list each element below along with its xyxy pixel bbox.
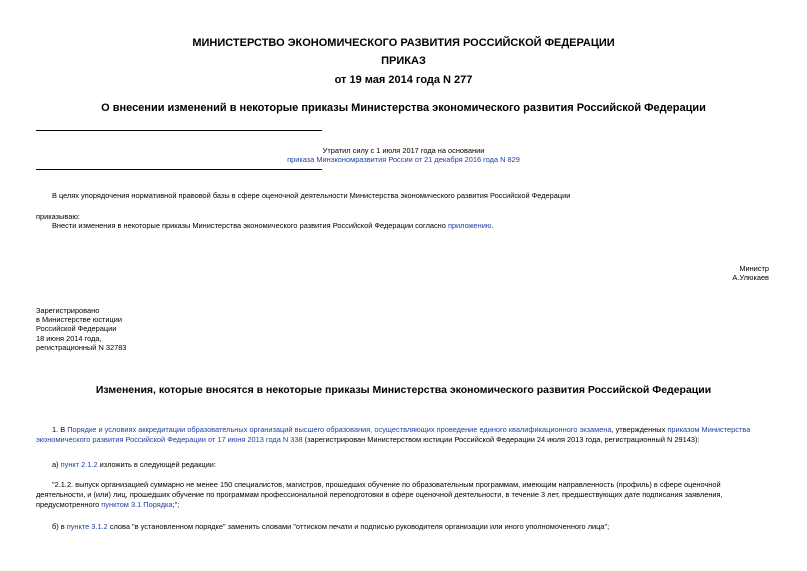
separator-line-top: [36, 130, 322, 131]
status-note-link[interactable]: приказа Минэкономразвития России от 21 декабря 2016 года N 829: [287, 155, 520, 164]
doc-title: О внесении изменений в некоторые приказы Министерства экономического развития Российской Федерации: [101, 102, 706, 114]
signature-position: Министр: [739, 264, 769, 273]
appendix-link[interactable]: приложению: [447, 221, 492, 230]
doc-date-number: от 19 мая 2014 года N 277: [334, 74, 473, 86]
preamble-paragraph: В целях упорядочения нормативной правовой базы в сфере оценочной деятельности Министерства экономического развития Российской Федерации: [52, 191, 571, 200]
order-word: приказываю:: [36, 212, 80, 221]
clause-3-1-2-link[interactable]: пункте 3.1.2: [66, 522, 108, 531]
clause-2-1-2-link[interactable]: пункт 2.1.2: [60, 460, 98, 469]
ministry-heading: МИНИСТЕРСТВО ЭКОНОМИЧЕСКОГО РАЗВИТИЯ РОССИЙСКОЙ ФЕДЕРАЦИИ: [192, 37, 615, 49]
quote-paragraph: "2.1.2. выпуск организацией суммарно не менее 150 специалистов, магистров, прошедших обучение по образовательным программам, имеющим направленность (профиль) в сфере оценочной деятельности, и (или) лиц, прошедших обучение по программам профессиональной переподготовки в сфере оценочной деятельности, в течение 3 лет, предшествующих дате подписания заявления, предусмотренного пунктом 3.1 Порядка;";: [36, 480, 723, 509]
instruction-paragraph: Внести изменения в некоторые приказы Министерства экономического развития Российской Федерации согласно приложению.: [52, 221, 494, 230]
item-a-paragraph: а) пункт 2.1.2 изложить в следующей редакции:: [52, 460, 216, 469]
appendix-title: Изменения, которые вносятся в некоторые приказы Министерства экономического развития Российской Федерации: [95, 384, 712, 396]
registration-block: Зарегистрировано в Министерстве юстиции Российской Федерации 18 июня 2014 года, регистрационный N 32783: [36, 306, 127, 352]
item-1-paragraph: 1. В Порядке и условиях аккредитации образовательных организаций высшего образования, осуществляющих проведение единого квалификационного экзамена, утвержденных приказом Министерства экономического развития Российской Федерации от 17 июня 2013 года N 338 (зарегистрирован Министерством юстиции Российской Федерации 24 июля 2013 года, регистрационный N 29143):: [36, 425, 751, 444]
procedure-link[interactable]: Порядке и условиях аккредитации образовательных организаций высшего образования, осуществляющих проведение единого квалификационного экзамена: [67, 425, 612, 434]
clause-3-1-link[interactable]: пунктом 3.1 Порядка: [101, 500, 173, 509]
item-b-paragraph: б) в пункте 3.1.2 слова "в установленном порядке" заменить словами "оттиском печати и подписью руководителя организации или иного уполномоченного лица";: [52, 522, 610, 531]
separator-line-bottom: [36, 169, 322, 170]
order-338-link[interactable]: приказом Министерства экономического развития Российской Федерации от 17 июня 2013 года N 338: [36, 425, 751, 444]
signature-name: А.Улюкаев: [732, 273, 769, 282]
status-note-text: Утратил силу с 1 июля 2017 года на основании: [322, 146, 485, 155]
doc-type-heading: ПРИКАЗ: [381, 55, 426, 67]
